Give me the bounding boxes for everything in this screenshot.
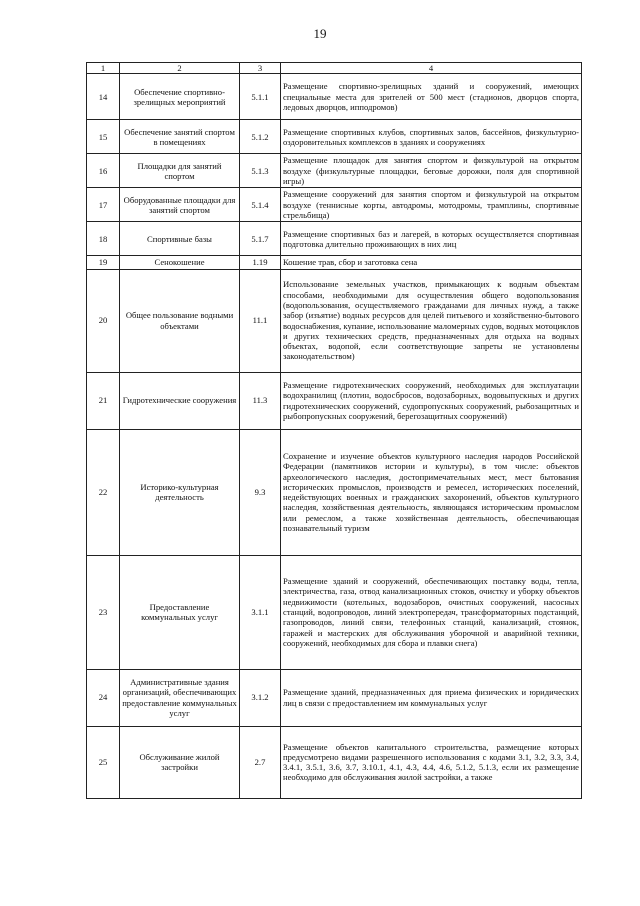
land-use-description: Размещение площадок для занятия спортом и физкультурой на открытом воздухе (физкультурные площадки, беговые дорожки, поля для спортивной игры) (281, 154, 582, 188)
table-row (87, 120, 582, 154)
land-use-name: Общее пользование водными объектами (120, 269, 240, 372)
row-number: 16 (87, 154, 120, 188)
row-number: 19 (87, 256, 120, 269)
land-use-code: 2.7 (240, 726, 281, 798)
land-use-code: 5.1.4 (240, 188, 281, 222)
table-row (87, 726, 582, 798)
land-use-code: 11.1 (240, 269, 281, 372)
table-row (87, 154, 582, 188)
land-use-description: Размещение спортивно-зрелищных зданий и сооружений, имеющих специальные места для зрителей от 500 мест (стадионов, дворцов спорта, ледовых дворцов, ипподромов) (281, 74, 582, 120)
table-header-row (87, 63, 582, 74)
land-use-name: Оборудованные площадки для занятий спортом (120, 188, 240, 222)
column-header: 2 (120, 63, 240, 74)
land-use-description: Использование земельных участков, примыкающих к водным объектам способами, необходимыми для осуществления общего водопользования (водопользования, осуществляемого гражданами для личных нужд, а также забор (изъятие) водных ресурсов для целей питьевого и хозяйственно-бытового водоснабжения, купание, использование маломерных судов, водных мотоциклов и других технических средств, предназначенных для отдыха на водных объектах, водопой, если соответствующие запреты не установлены законодательством) (281, 269, 582, 372)
land-use-name: Предоставление коммунальных услуг (120, 555, 240, 669)
land-use-description: Размещение спортивных клубов, спортивных залов, бассейнов, физкультурно-оздоровительных комплексов в зданиях и сооружениях (281, 120, 582, 154)
land-use-description: Размещение зданий и сооружений, обеспечивающих поставку воды, тепла, электричества, газа, отвод канализационных стоков, очистку и уборку объектов недвижимости (котельных, водозаборов, очистных сооружений, насосных станций, водопроводов, линий электропередач, трансформаторных подстанций, газопроводов, линий связи, телефонных станций, канализаций, стоянок, гаражей и мастерских для обслуживания уборочной и аварийной техники, сооружений, необходимых для сбора и плавки снега) (281, 555, 582, 669)
land-use-name: Сенокошение (120, 256, 240, 269)
table-row (87, 188, 582, 222)
land-use-name: Административные здания организаций, обеспечивающих предоставление коммунальных услуг (120, 669, 240, 726)
land-use-description: Размещение спортивных баз и лагерей, в которых осуществляется спортивная подготовка длительно проживающих в них лиц (281, 222, 582, 256)
land-use-description: Размещение объектов капитального строительства, размещение которых предусмотрено видами разрешенного использования с кодами 3.1, 3.2, 3.3, 3.4, 3.4.1, 3.5.1, 3.6, 3.7, 3.10.1, 4.1, 4.3, 4.4, 4.6, 5.1.2, 5.1.3, если их размещение необходимо для обслуживания жилой застройки, а также (281, 726, 582, 798)
table-row (87, 256, 582, 269)
row-number: 23 (87, 555, 120, 669)
land-use-code: 9.3 (240, 429, 281, 555)
land-use-description: Размещение сооружений для занятия спортом и физкультурой на открытом воздухе (теннисные корты, автодромы, мотодромы, трамплины, спортивные стрельбища) (281, 188, 582, 222)
column-header: 3 (240, 63, 281, 74)
table-row (87, 222, 582, 256)
land-use-name: Гидротехнические сооружения (120, 372, 240, 429)
land-use-name: Спортивные базы (120, 222, 240, 256)
land-use-code: 5.1.1 (240, 74, 281, 120)
land-use-code: 3.1.2 (240, 669, 281, 726)
land-use-name: Площадки для занятий спортом (120, 154, 240, 188)
row-number: 14 (87, 74, 120, 120)
row-number: 22 (87, 429, 120, 555)
land-use-code: 1.19 (240, 256, 281, 269)
land-use-name: Обслуживание жилой застройки (120, 726, 240, 798)
land-use-code: 5.1.3 (240, 154, 281, 188)
table-row (87, 372, 582, 429)
land-use-description: Кошение трав, сбор и заготовка сена (281, 256, 582, 269)
land-use-description: Размещение зданий, предназначенных для приема физических и юридических лиц в связи с предоставлением им коммунальных услуг (281, 669, 582, 726)
land-use-code: 11.3 (240, 372, 281, 429)
land-use-description: Сохранение и изучение объектов культурного наследия народов Российской Федерации (памятников истории и культуры), в том числе: объектов археологического наследия, достопримечательных мест, мест бытования исторических промыслов, производств и ремесел, исторических поселений, недействующих военных и гражданских захоронений, объектов культурного наследия, хозяйственная деятельность, являющаяся историческим промыслом или ремеслом, а также хозяйственная деятельность, обеспечивающая познавательный туризм (281, 429, 582, 555)
land-use-code: 5.1.2 (240, 120, 281, 154)
row-number: 20 (87, 269, 120, 372)
land-use-name: Историко-культурная деятельность (120, 429, 240, 555)
land-use-name: Обеспечение спортивно-зрелищных мероприятий (120, 74, 240, 120)
land-use-table (86, 62, 582, 799)
land-use-code: 3.1.1 (240, 555, 281, 669)
row-number: 21 (87, 372, 120, 429)
table-row (87, 555, 582, 669)
column-header: 4 (281, 63, 582, 74)
table-row (87, 269, 582, 372)
row-number: 17 (87, 188, 120, 222)
row-number: 25 (87, 726, 120, 798)
land-use-code: 5.1.7 (240, 222, 281, 256)
land-use-name: Обеспечение занятий спортом в помещениях (120, 120, 240, 154)
row-number: 15 (87, 120, 120, 154)
table-row (87, 429, 582, 555)
row-number: 24 (87, 669, 120, 726)
table-row (87, 669, 582, 726)
table-row (87, 74, 582, 120)
column-header: 1 (87, 63, 120, 74)
page-number: 19 (313, 26, 327, 41)
land-use-description: Размещение гидротехнических сооружений, необходимых для эксплуатации водохранилищ (плотин, водосбросов, водозаборных, водовыпускных и других гидротехнических сооружений, судопропускных сооружений, рыбозащитных и рыбопропускных сооружений, берегозащитных сооружений) (281, 372, 582, 429)
row-number: 18 (87, 222, 120, 256)
